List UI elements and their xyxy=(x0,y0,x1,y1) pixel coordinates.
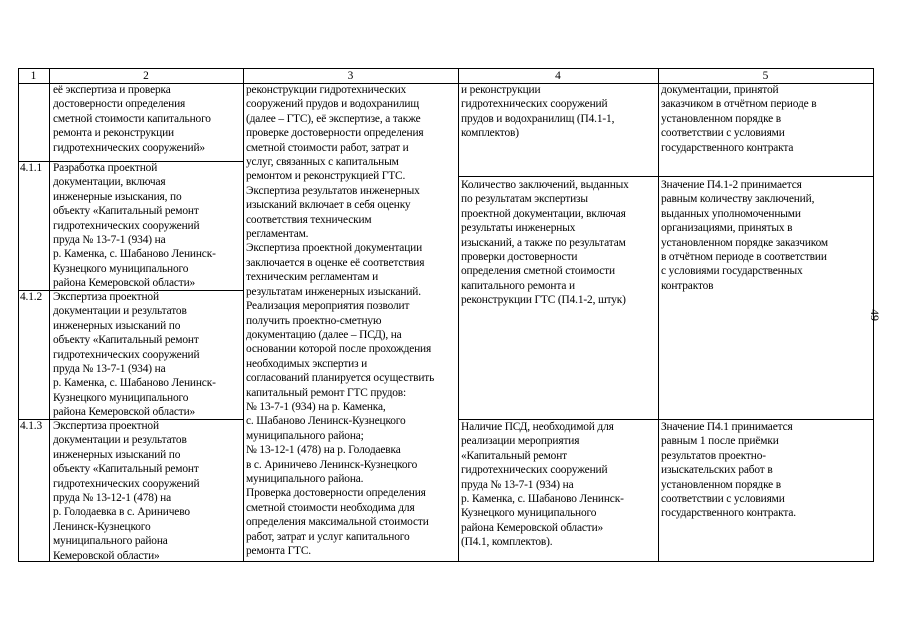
col-border-1 xyxy=(49,68,50,562)
row-number-413: 4.1.3 xyxy=(20,420,43,432)
header-col-2: 2 xyxy=(143,70,149,82)
header-col-3: 3 xyxy=(347,70,354,82)
row-text-411: Разработка проектной документации, включая инженерные изыскания, по объекту «Капитальный ремонт гидротехнических сооружений пруда № 13-7-1 (934) на р. Каменка, с. Шабаново Ленинск- Кузнецкого муниципального района Кемеровской области» xyxy=(53,162,216,290)
header-col-5: 5 xyxy=(762,70,769,82)
header-col-1: 1 xyxy=(30,70,37,82)
col-border-3 xyxy=(458,68,459,562)
row-sep-col45-a xyxy=(458,176,874,177)
col5-top-text: документации, принятой заказчиком в отчётном периоде в установленном порядке в соответствии с условиями государственного контракта xyxy=(661,84,817,154)
header-col-4: 4 xyxy=(555,70,561,82)
col-border-4 xyxy=(658,68,659,562)
row-text-412: Экспертиза проектной документации и результатов инженерных изысканий по объекту «Капитальный ремонт гидротехнических сооружений пруда № 13-7-1 (934) на р. Каменка, с. Шабаново Ленинск- Кузнецкого муниципального района Кемеровской области» xyxy=(53,291,216,419)
col-border-2 xyxy=(243,68,244,562)
page-number: 49 xyxy=(868,309,882,321)
col-border-0 xyxy=(18,68,19,562)
col4-bottom-text: Наличие ПСД, необходимой для реализации мероприятия «Капитальный ремонт гидротехнических сооружений пруда № 13-7-1 (934) на р. Каменка, с. Шабаново Ленинск- Кузнецкого муниципального района Кемеровской области» (П4.1, комплектов). xyxy=(461,421,624,549)
row-number-412: 4.1.2 xyxy=(20,291,43,303)
col4-mid-text: Количество заключений, выданных по результатам экспертизы проектной документации, включая результаты инженерных изысканий, а также по результатам проверки достоверности определения сметной стоимости капитального ремонта и реконструкции ГТС (П4.1-2, штук) xyxy=(461,179,629,307)
col5-bottom-text: Значение П4.1 принимается равным 1 после приёмки результатов проектно- изыскательских работ в установленном порядке в соответствии с условиями государственного контракта. xyxy=(661,421,796,520)
row-number-411: 4.1.1 xyxy=(20,162,43,174)
col2-continuation-text: её экспертиза и проверка достоверности определения сметной стоимости капитального ремонта и реконструкции гидротехнических сооружений» xyxy=(53,84,211,154)
col4-top-text: и реконструкции гидротехнических сооружений прудов и водохранилищ (П4.1-1, комплектов) xyxy=(461,84,615,140)
row-text-413: Экспертиза проектной документации и результатов инженерных изысканий по объекту «Капитальный ремонт гидротехнических сооружений пруда № 13-12-1 (478) на р. Голодаевка в с. Ариничево Ленинск-Кузнецкого муниципального района Кемеровской области» xyxy=(53,420,200,562)
col5-mid-text: Значение П4.1-2 принимается равным количеству заключений, выданных уполномоченными организациями, принятых в установленном порядке заказчиком в отчётном периоде в соответствии с условиями государственных контрактов xyxy=(661,179,828,292)
col3-description-text: реконструкции гидротехнических сооружений прудов и водохранилищ (далее – ГТС), её экспертизе, а также проверке достоверности определения сметной стоимости работ, затрат и услуг, связанных с капитальным ремонтом и реконструкцией ГТС. Экспертиза результатов инженерных изысканий включает в себя оценку соответствия техническим регламентам. Экспертиза проектной документации заключается в оценке её соответствия техническим регламентам и результатам инженерных изысканий. Реализация мероприятия позволит получить проектно-сметную документацию (далее – ПСД), на основании которой после прохождения необходимых экспертиз и согласований планируется осуществить капитальный ремонт ГТС прудов: № 13-7-1 (934) на р. Каменка, с. Шабаново Ленинск-Кузнецкого муниципального района; № 13-12-1 (478) на р. Голодаевка в с. Ариничево Ленинск-Кузнецкого муниципального района. Проверка достоверности определения сметной стоимости необходима для определения максимальной стоимости работ, затрат и услуг капитального ремонта ГТС. xyxy=(246,84,435,557)
